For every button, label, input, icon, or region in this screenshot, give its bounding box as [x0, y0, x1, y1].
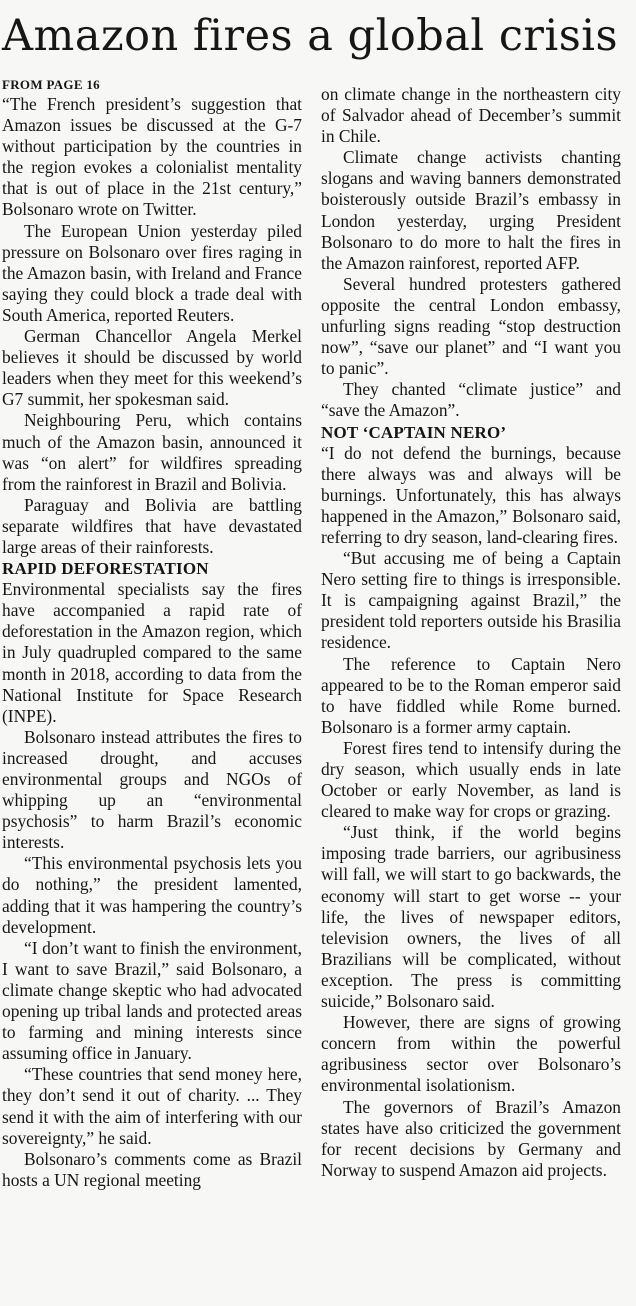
- article-paragraph: Several hundred protesters gathered opposite the central London embassy, unfurling signs reading “stop destruction now”, “save our planet” and “I want you to panic”.: [321, 273, 621, 379]
- article-paragraph: “This environmental psychosis lets you do nothing,” the president lamented, adding that it was hampering the country’s development.: [2, 853, 302, 937]
- article-paragraph: German Chancellor Angela Merkel believes it should be discussed by world leaders when they meet for this weekend’s G7 summit, her spokesman said.: [2, 326, 302, 410]
- left-column: [2, 76, 302, 1191]
- headline: Amazon fires a global crisis: [2, 11, 619, 61]
- article-paragraph: “The French president’s suggestion that Amazon issues be discussed at the G-7 without participation by the countries in the region evokes a colonialist mentality that is out of place in the 21st century,” Bolsonaro wrote on Twitter.: [2, 94, 302, 220]
- article-paragraph: Bolsonaro instead attributes the fires to increased drought, and accuses environmental groups and NGOs of whipping up an “environmental psychosis” to harm Brazil’s economic interests.: [2, 726, 302, 853]
- article-paragraph: They chanted “climate justice” and “save the Amazon”.: [321, 379, 621, 421]
- article-paragraph: Paraguay and Bolivia are battling separate wildfires that have devastated large areas of their rainforests.: [2, 494, 302, 557]
- article-paragraph: Environmental specialists say the fires have accompanied a rapid rate of deforestation in the Amazon region, which in July quadrupled compared to the same month in 2018, according to data from the National Institute for Space Research (INPE).: [2, 579, 302, 726]
- section-subhead: RAPID DEFORESTATION: [2, 559, 209, 579]
- article-paragraph: Forest fires tend to intensify during the dry season, which usually ends in late October or early November, as land is cleared to make way for crops or grazing.: [321, 737, 621, 822]
- right-column: [321, 84, 621, 1181]
- article-paragraph: “These countries that send money here, they don’t send it out of charity. ... They send it with the aim of interfering with our sovereignty,” he said.: [2, 1064, 302, 1148]
- article-paragraph: “Just think, if the world begins imposing trade barriers, our agribusiness will fall, we will start to go backwards, the economy will start to get worse -- your life, the lives of newspaper editors, television owners, the lives of all Brazilians will be complicated, without exception. The press is committing suicide,” Bolsonaro said.: [321, 822, 621, 1012]
- article-paragraph: “But accusing me of being a Captain Nero setting fire to things is irresponsible. It is campaigning against Brazil,” the president told reporters outside his Brasilia residence.: [321, 548, 621, 653]
- article-paragraph: “I do not defend the burnings, because there always was and always will be burnings. Unfortunately, this has always happened in the Amazon,” Bolsonaro said, referring to dry season, land-clearing fires.: [321, 442, 621, 547]
- section-subhead: NOT ‘CAPTAIN NERO’: [321, 422, 507, 442]
- article-paragraph: Bolsonaro’s comments come as Brazil hosts a UN regional meeting: [2, 1148, 302, 1190]
- article-paragraph: Neighbouring Peru, which contains much of the Amazon basin, announced it was “on alert” for wildfires spreading from the rainforest in Brazil and Bolivia.: [2, 410, 302, 494]
- kicker: FROM PAGE 16: [2, 77, 100, 92]
- article-paragraph: The governors of Brazil’s Amazon states have also criticized the government for recent decisions by Germany and Norway to suspend Amazon aid projects.: [321, 1096, 621, 1180]
- article-paragraph: on climate change in the northeastern city of Salvador ahead of December’s summit in Chile.: [321, 84, 621, 147]
- article-paragraph: Climate change activists chanting slogans and waving banners demonstrated boisterously outside Brazil’s embassy in London yesterday, urging President Bolsonaro to do more to halt the fires in the Amazon rainforest, reported AFP.: [321, 147, 621, 273]
- article-paragraph: The European Union yesterday piled pressure on Bolsonaro over fires raging in the Amazon basin, with Ireland and France saying they could block a trade deal with South America, reported Reuters.: [2, 220, 302, 325]
- article-paragraph: “I don’t want to finish the environment, I want to save Brazil,” said Bolsonaro, a climate change skeptic who had advocated opening up tribal lands and protected areas to farming and mining interests since assuming office in January.: [2, 937, 302, 1064]
- article-paragraph: The reference to Captain Nero appeared to be to the Roman emperor said to have fiddled while Rome burned. Bolsonaro is a former army captain.: [321, 653, 621, 737]
- article-paragraph: However, there are signs of growing concern from within the powerful agribusiness sector over Bolsonaro’s environmental isolationism.: [321, 1012, 621, 1096]
